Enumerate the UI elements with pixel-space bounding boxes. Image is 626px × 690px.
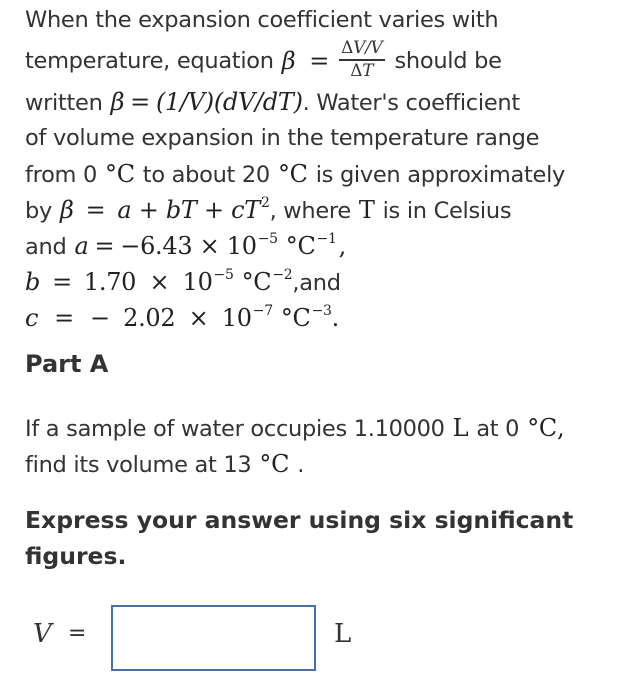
punctuation: .	[297, 452, 305, 478]
problem-line-3	[25, 84, 620, 120]
beta-symbol: β	[110, 88, 125, 116]
question-text	[25, 410, 564, 482]
celsius-unit: °C	[527, 414, 557, 442]
problem-line-5	[25, 156, 620, 192]
problem-text: When the expansion coefficient varies with	[25, 7, 499, 33]
problem-text: and	[25, 234, 67, 260]
celsius-unit: °C	[259, 450, 290, 478]
celsius-unit: °C	[277, 160, 308, 188]
problem-text: by	[25, 198, 52, 224]
equals-sign: =	[130, 88, 150, 116]
answer-instruction: Express your answer using six significant figures.	[25, 506, 574, 570]
problem-statement	[25, 2, 620, 336]
equals-sign: =	[94, 232, 115, 260]
coefficient-c-line	[25, 300, 620, 336]
coefficient-c-value: − 2.02 × 10	[89, 304, 252, 332]
answer-unit-label: L	[334, 619, 352, 649]
punctuation: ,	[556, 414, 565, 442]
equals-sign: =	[54, 304, 74, 332]
expansion-fraction	[339, 38, 384, 81]
problem-line-2	[25, 38, 620, 84]
beta-symbol: β	[60, 196, 74, 224]
part-title: Part A	[25, 350, 109, 378]
question-text-segment: at 0	[476, 416, 520, 442]
problem-text: . Water's coefficient	[302, 90, 520, 116]
equals-sign: =	[309, 47, 330, 75]
problem-text: ,and	[292, 270, 341, 296]
coefficient-c-unit: °C	[280, 304, 311, 332]
problem-text: should be	[394, 48, 502, 74]
equals-sign: =	[52, 268, 72, 296]
problem-text: , where	[269, 198, 351, 224]
celsius-unit: °C	[105, 160, 135, 188]
answer-equals-sign: =	[68, 621, 87, 646]
exponent: −2	[272, 267, 293, 283]
exponent: −7	[252, 303, 273, 319]
polynomial-expression: a + bT + cT	[117, 196, 260, 224]
answer-variable-label: V	[33, 619, 52, 649]
coefficient-b-value: 1.70 × 10	[83, 268, 213, 296]
punctuation: .	[331, 304, 339, 332]
question-text-segment: If a sample of water occupies 1.10000	[25, 416, 445, 442]
variable-t: T	[358, 196, 375, 224]
coefficient-a-value: −6.43 × 10	[120, 232, 257, 260]
problem-text: is in Celsius	[382, 198, 512, 224]
liter-unit: L	[452, 414, 469, 442]
coefficient-c-label: c	[25, 304, 39, 332]
problem-text: is given approximately	[315, 162, 566, 188]
question-text-segment: find its volume at 13	[25, 452, 252, 478]
problem-text: temperature, equation	[25, 48, 274, 74]
fraction-numerator: ΔV/V	[341, 37, 383, 58]
problem-text: to about 20	[142, 162, 270, 188]
beta-symbol: β	[281, 47, 296, 75]
problem-line-1	[25, 2, 620, 38]
coefficient-a-line	[25, 228, 620, 264]
coefficient-a-unit: °C	[285, 232, 316, 260]
question-line-2	[25, 446, 564, 482]
coefficient-b-unit: °C	[241, 268, 272, 296]
coefficient-b-label: b	[25, 268, 41, 296]
fraction-denominator: ΔT	[350, 60, 374, 81]
volume-answer-input[interactable]	[111, 605, 316, 671]
problem-text: from 0	[25, 162, 98, 188]
equals-sign: =	[85, 196, 106, 224]
answer-row	[0, 605, 626, 672]
problem-text: of volume expansion in the temperature range	[25, 125, 540, 151]
coefficient-a-label: a	[74, 232, 89, 260]
punctuation: ,	[338, 232, 346, 260]
derivative-expression: (1/V)(dV/dT)	[155, 88, 303, 116]
exponent: −5	[213, 267, 234, 283]
problem-line-4	[25, 120, 620, 156]
exponent: −5	[257, 231, 278, 247]
exponent: −1	[316, 231, 337, 247]
question-line-1	[25, 410, 564, 446]
problem-text: written	[25, 90, 103, 116]
exponent: −3	[311, 303, 332, 319]
exponent: 2	[260, 195, 270, 211]
